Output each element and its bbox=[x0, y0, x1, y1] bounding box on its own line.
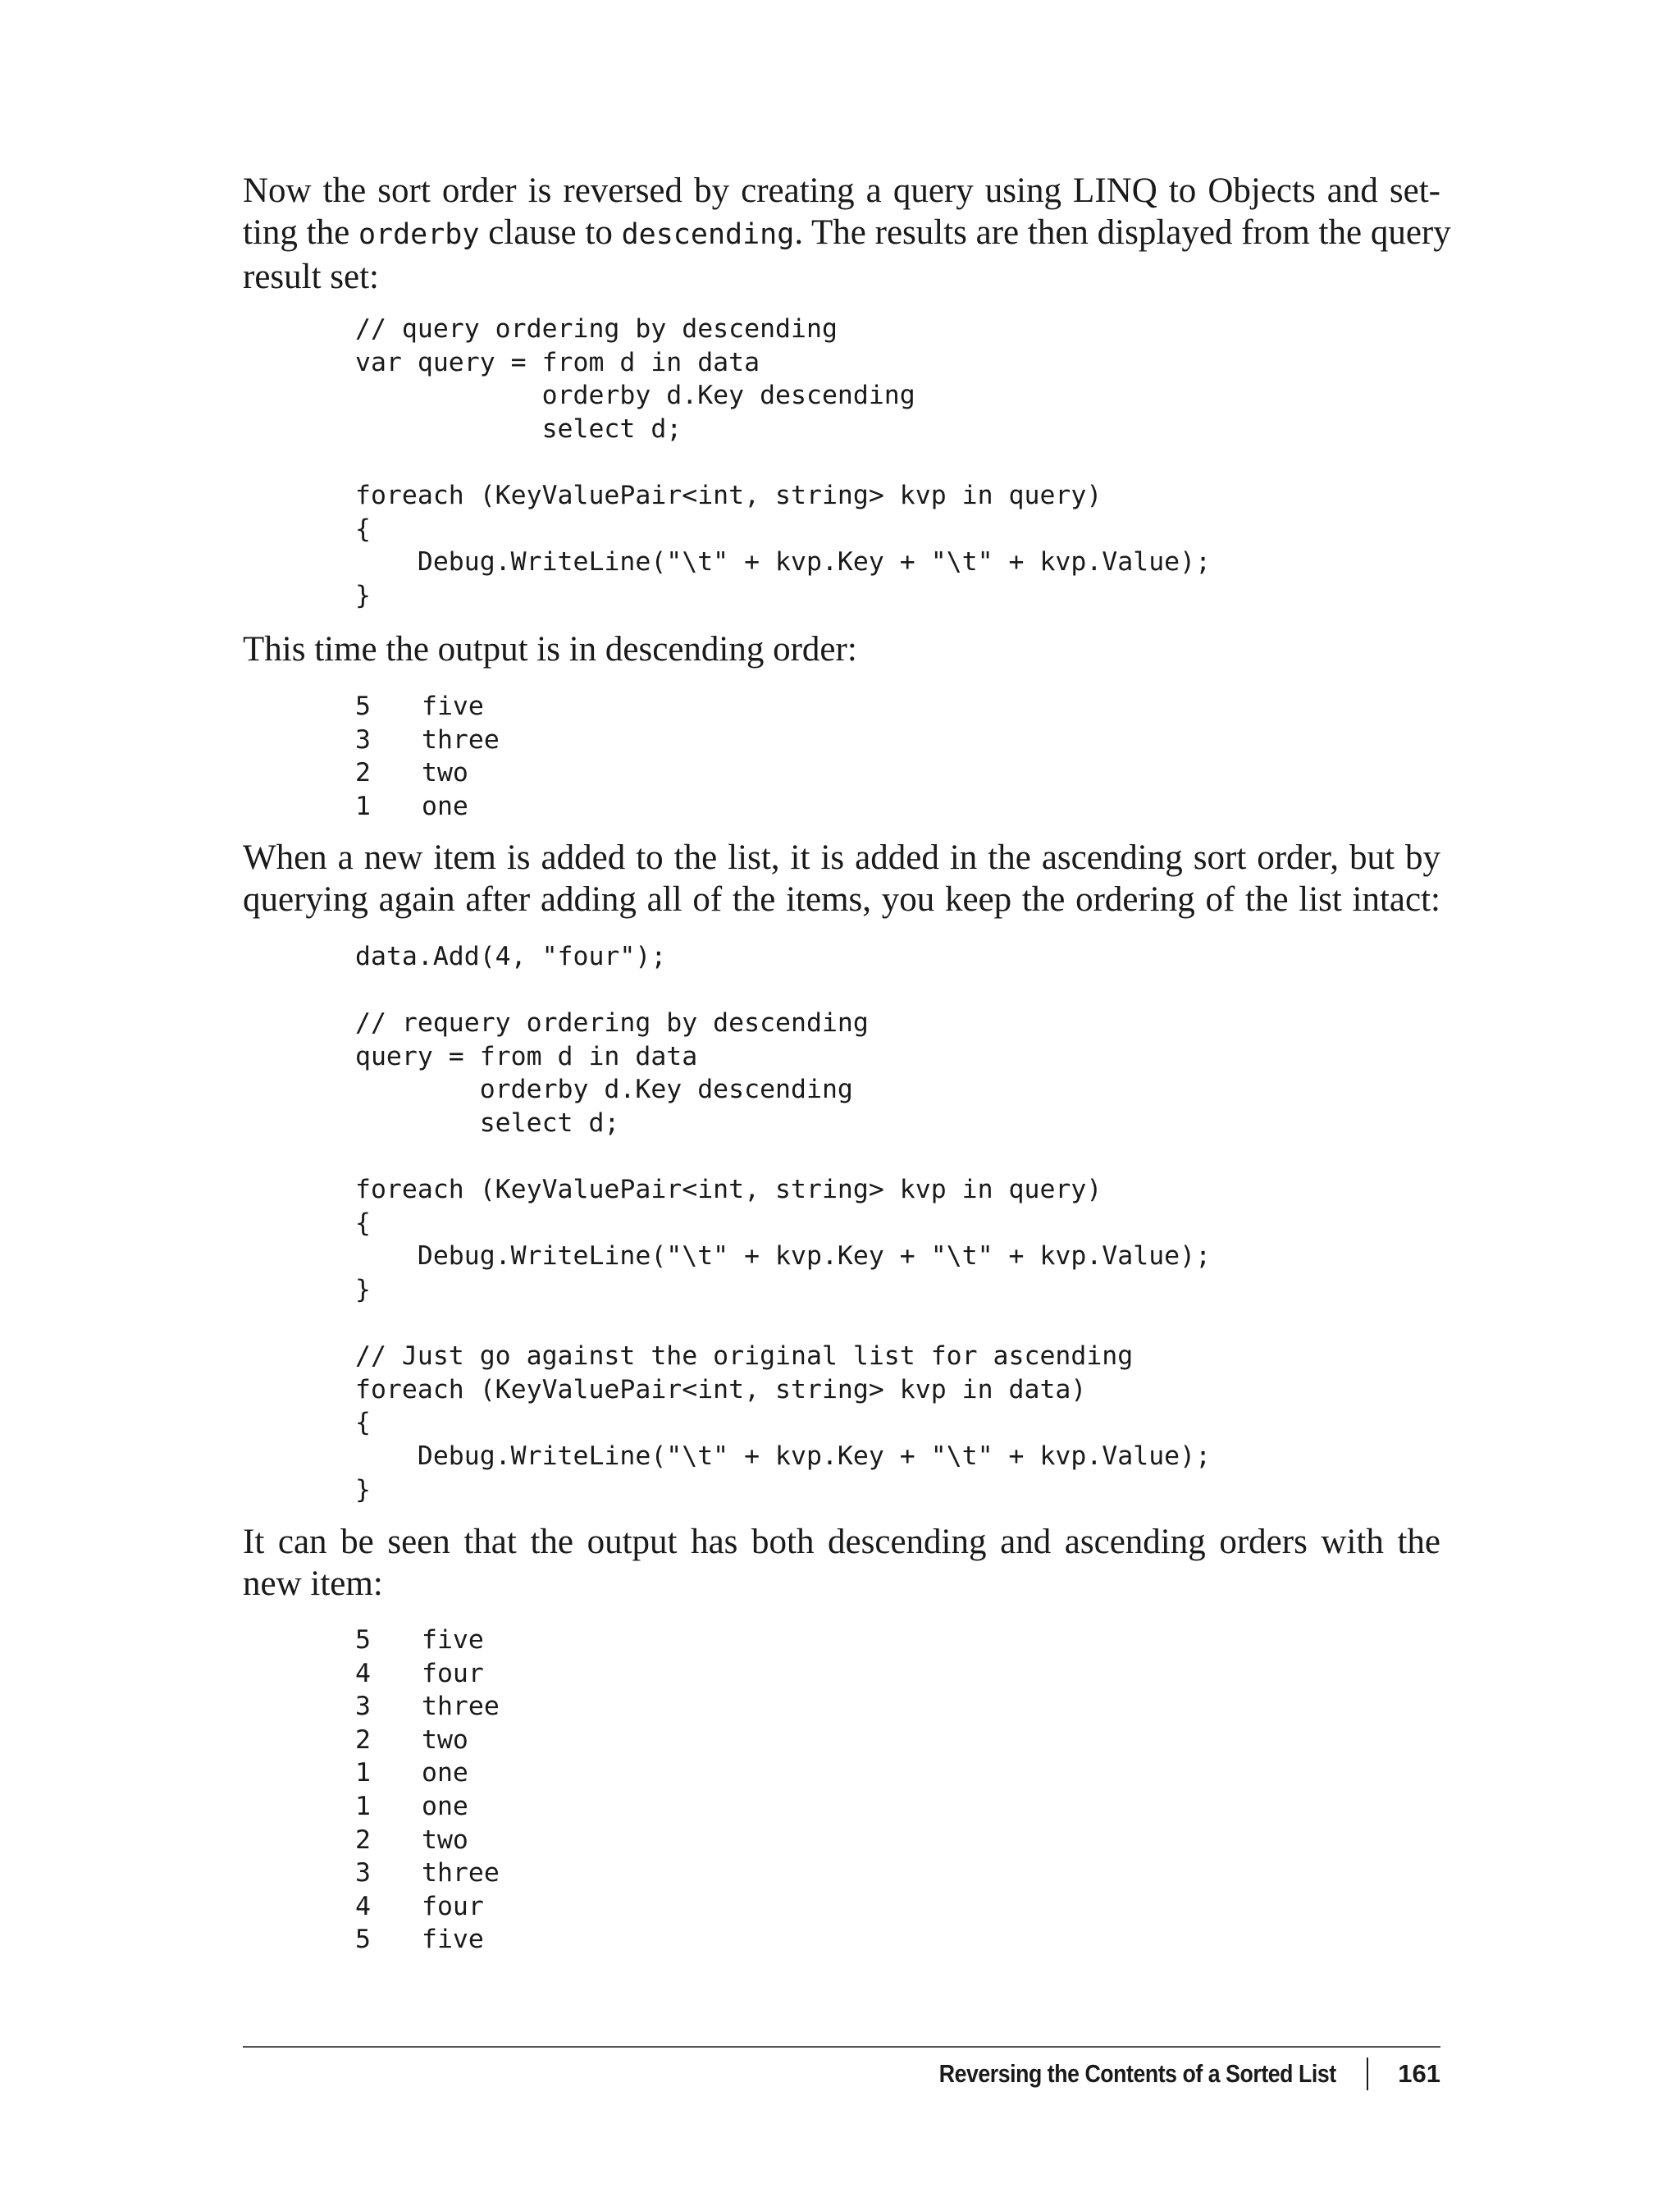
output-value: five bbox=[422, 1625, 484, 1655]
text-line bbox=[243, 212, 1451, 256]
output-row bbox=[355, 1756, 500, 1790]
output-key: 1 bbox=[355, 1758, 371, 1788]
output-key: 2 bbox=[355, 1724, 371, 1755]
output-value: four bbox=[422, 1891, 484, 1921]
inline-code-orderby: orderby bbox=[358, 218, 480, 251]
text-line: It can be seen that the output has both descending and ascending orders with the bbox=[243, 1523, 1440, 1561]
running-footer bbox=[874, 2053, 1440, 2094]
output-value: one bbox=[422, 1791, 468, 1821]
paragraph-output-descending bbox=[243, 628, 1440, 670]
paragraph-both-orders bbox=[243, 1521, 1440, 1605]
output-value: one bbox=[422, 791, 468, 821]
output-key: 2 bbox=[355, 1825, 371, 1855]
page-number: 161 bbox=[1398, 2059, 1440, 2088]
text-run: . The results are then displayed from the query bbox=[794, 213, 1451, 252]
text-run: clause to bbox=[479, 213, 622, 252]
code-block-requery: data.Add(4, "four"); // requery ordering by descending query = from d in data orderby d.Key descending select d; foreach (KeyValuePair<int, string> kvp in query) { Debug.WriteLine("\t" + kvp.Key + "\t" + kvp.Value); } // Just go against the original list for ascending foreach (KeyValuePair<int, string> kvp in data) { Debug.WriteLine("\t" + kvp.Key + "\t" + kvp.Value); } bbox=[355, 942, 1212, 1505]
text-line: querying again after adding all of the items, you keep the ordering of the list intact: bbox=[243, 880, 1440, 919]
output-value: two bbox=[422, 758, 468, 788]
output-row bbox=[355, 1790, 500, 1824]
output-value: two bbox=[422, 1825, 468, 1855]
output-key: 3 bbox=[355, 1692, 371, 1722]
footer-divider bbox=[243, 2046, 1440, 2048]
code-block-query-descending: // query ordering by descending var query = from d in data orderby d.Key descending select d; foreach (KeyValuePair<int, string> kvp in query) { Debug.WriteLine("\t" + kvp.Key + "\t" + kvp.Value); } bbox=[355, 314, 1212, 610]
output-key: 5 bbox=[355, 1625, 371, 1655]
output-row bbox=[355, 790, 500, 824]
text-line: result set: bbox=[243, 258, 379, 296]
output-key: 2 bbox=[355, 758, 371, 788]
output-row bbox=[355, 690, 500, 724]
text-line: Now the sort order is reversed by creating a query using LINQ to Objects and set- bbox=[243, 171, 1440, 210]
output-row bbox=[355, 1657, 500, 1691]
output-row bbox=[355, 1824, 500, 1857]
output-row bbox=[355, 1690, 500, 1724]
output-value: three bbox=[422, 1858, 500, 1889]
text-line: When a new item is added to the list, it is added in the ascending sort order, but by bbox=[243, 838, 1440, 877]
output-descending bbox=[355, 690, 500, 823]
output-key: 4 bbox=[355, 1891, 371, 1921]
output-row bbox=[355, 1923, 500, 1957]
inline-code-descending: descending bbox=[621, 218, 795, 251]
output-value: four bbox=[422, 1658, 484, 1688]
footer-separator bbox=[1367, 2058, 1368, 2090]
output-row bbox=[355, 1890, 500, 1924]
output-row bbox=[355, 1724, 500, 1757]
text-line: new item: bbox=[243, 1564, 383, 1603]
footer-section-title: Reversing the Contents of a Sorted List bbox=[938, 2059, 1336, 2088]
output-both-orders bbox=[355, 1624, 500, 1957]
output-key: 3 bbox=[355, 724, 371, 755]
output-key: 1 bbox=[355, 791, 371, 821]
output-row bbox=[355, 1624, 500, 1657]
text-run: ting the bbox=[243, 213, 358, 252]
output-value: one bbox=[422, 1758, 468, 1788]
text-line: This time the output is in descending order: bbox=[243, 630, 857, 669]
paragraph-sort-reversed bbox=[243, 170, 1451, 298]
output-row bbox=[355, 724, 500, 757]
output-key: 5 bbox=[355, 1925, 371, 1955]
output-key: 3 bbox=[355, 1858, 371, 1889]
output-value: three bbox=[422, 1692, 500, 1722]
output-key: 4 bbox=[355, 1658, 371, 1688]
paragraph-new-item bbox=[243, 837, 1440, 920]
output-key: 1 bbox=[355, 1791, 371, 1821]
output-value: five bbox=[422, 692, 484, 721]
output-row bbox=[355, 1857, 500, 1890]
output-value: five bbox=[422, 1925, 484, 1955]
output-row bbox=[355, 756, 500, 790]
output-value: two bbox=[422, 1724, 468, 1755]
output-key: 5 bbox=[355, 692, 371, 721]
output-value: three bbox=[422, 724, 500, 755]
